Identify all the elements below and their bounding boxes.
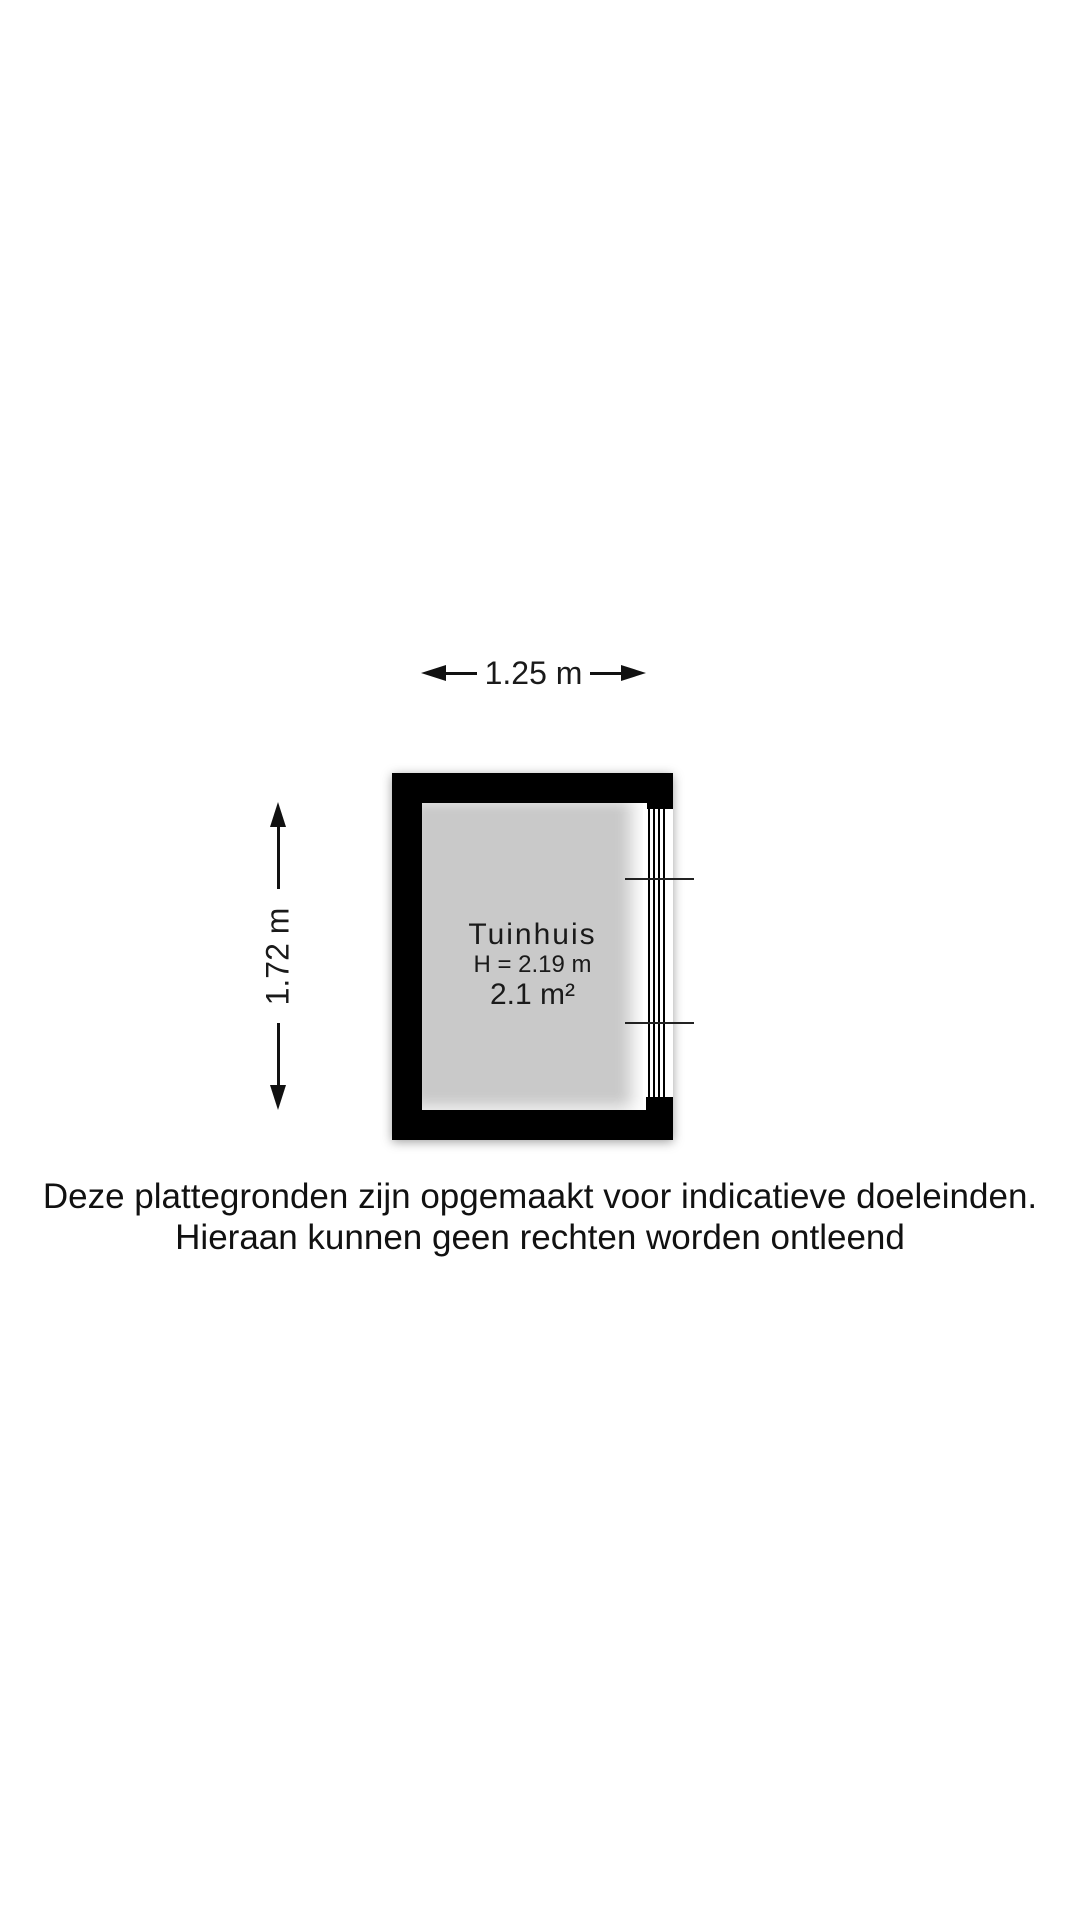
wall-stub-bottom-right [646, 1097, 673, 1110]
floorplan [392, 773, 673, 1140]
disclaimer-line-1: Deze plattegronden zijn opgemaakt voor indicatieve doeleinden. [42, 1177, 1038, 1216]
wall-stub-top-right [647, 803, 673, 809]
dimension-line [590, 672, 621, 675]
window-pane-line [663, 809, 665, 1097]
window-pane-line [653, 809, 655, 1097]
window-pane-line [648, 809, 650, 1097]
room-area: 2.1 m² [489, 978, 576, 1011]
width-dimension [421, 655, 646, 691]
arrow-left-icon [421, 665, 446, 681]
window-tick-top [625, 878, 694, 880]
wall-top [392, 773, 673, 803]
wall-left [392, 773, 422, 1140]
depth-dimension-label: 1.72 m [259, 907, 296, 1005]
window-pane-line [658, 809, 660, 1097]
dimension-line [446, 672, 477, 675]
depth-dimension-label-box [260, 889, 296, 1023]
window-tick-bottom [625, 1022, 694, 1024]
arrow-right-icon [621, 665, 646, 681]
disclaimer-line-2: Hieraan kunnen geen rechten worden ontleend [175, 1218, 905, 1257]
arrow-down-icon [270, 1085, 286, 1110]
disclaimer [0, 1176, 1080, 1258]
room-label-block [422, 919, 643, 1011]
room-ceiling-height: H = 2.19 m [473, 951, 592, 978]
arrow-up-icon [270, 802, 286, 827]
room-name: Tuinhuis [468, 918, 597, 951]
wall-bottom [392, 1110, 673, 1140]
width-dimension-label: 1.25 m [484, 654, 583, 691]
depth-dimension [260, 802, 296, 1110]
dimension-line [277, 827, 280, 889]
dimension-line [277, 1023, 280, 1085]
